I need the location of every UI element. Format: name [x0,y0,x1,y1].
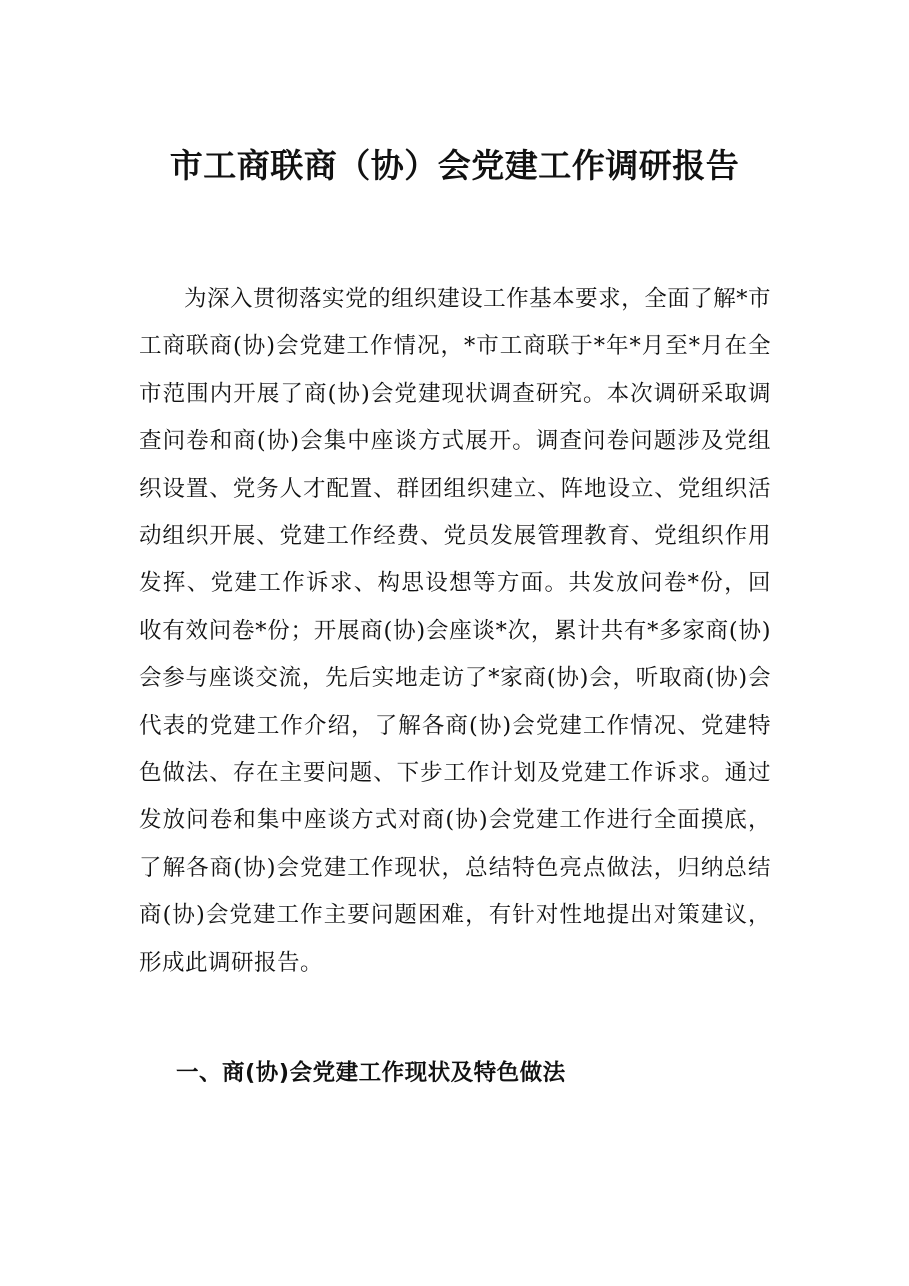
section-heading: 一、商(协)会党建工作现状及特色做法 [176,1060,566,1086]
document-title: 市工商联商（协）会党建工作调研报告 [169,146,740,185]
intro-paragraph: 为深入贯彻落实党的组织建设工作基本要求，全面了解*市工商联商(协)会党建工作情况，*市工商联于*年*月至*月在全市范围内开展了商(协)会党建现状调查研究。本次调研采取调查问卷和商(协)会集中座谈方式展开。调查问卷问题涉及党组织设置、党务人才配置、群团组织建立、阵地设立、党组织活动组织开展、党建工作经费、党员发展管理教育、党组织作用发挥、党建工作诉求、构思设想等方面。共发放问卷*份，回收有效问卷*份；开展商(协)会座谈*次，累计共有*多家商(协)会参与座谈交流，先后实地走访了*家商(协)会，听取商(协)会代表的党建工作介绍，了解各商(协)会党建工作情况、党建特色做法、存在主要问题、下步工作计划及党建工作诉求。通过发放问卷和集中座谈方式对商(协)会党建工作进行全面摸底，了解各商(协)会党建工作现状，总结特色亮点做法，归纳总结商(协)会党建工作主要问题困难，有针对性地提出对策建议，形成此调研报告。 [139,286,771,976]
